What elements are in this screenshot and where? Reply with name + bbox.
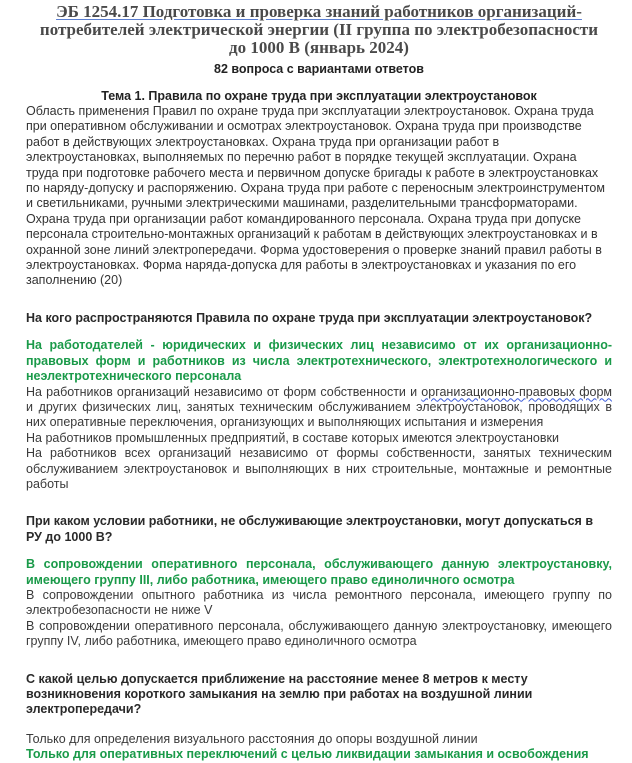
answer-1-2: [26, 385, 612, 431]
topic-description: Область применения Правил по охране труда при эксплуатации электроустановок. Охрана труда при оперативном обслуживании и осмотрах электроустановок. Охрана труда при производстве работ в действующих электроустановках. Охрана труда при организации работ в электроустановках, выполняемых по перечню работ в порядке текущей эксплуатации. Охрана труда при подготовке рабочего места и первичном допуске бригады к работе в электроустановках по наряду-допуску и распоряжению. Охрана труда при работе с переносным электроинструментом и светильниками, ручными электрическими машинами, разделительными трансформаторами. Охрана труда при организации работ командированного персонала. Охрана труда при допуске персонала строительно-монтажных организаций к работам в действующих электроустановках и в охранной зоне линий электропередачи. Форма удостоверения о проверке знаний правил работы в электроустановках. Форма наряда-допуска для работы в электроустановках и указания по его заполнению (20): [26, 104, 605, 288]
answer-2-3: В сопровождении оперативного персонала, обслуживающего данную электроустановку, имеющего группу IV, либо работника, имеющего право единоличного осмотра: [26, 618, 612, 649]
question-block-1: [26, 311, 612, 492]
question-text-2: При каком условии работники, не обслуживающие электроустановки, могут допускаться в РУ до 1000 В?: [26, 514, 593, 544]
answer-2-1-correct: В сопровождении оперативного персонала, обслуживающего данную электроустановку, имеющего группу III, либо работника, имеющего право единоличного осмотра: [26, 557, 612, 587]
document-page: [26, 0, 612, 763]
question-block-3: [26, 672, 612, 763]
topic-title: Тема 1. Правила по охране труда при эксплуатации электроустановок: [101, 89, 537, 103]
answer-1-2-spellcheck-word: организационно-правовых форм: [421, 384, 613, 399]
question-text-3: С какой целью допускается приближение на расстояние менее 8 метров к месту возникновения короткого замыкания на землю при работах на воздушной линии электропередачи?: [26, 671, 533, 717]
document-subtitle: 82 вопроса с вариантами ответов: [214, 62, 424, 76]
answer-1-2-text-before: На работников организаций независимо от форм собственности и: [26, 384, 422, 399]
document-title-line-2: потребителей электрической энергии (II группа по электробезопасности: [39, 20, 599, 39]
answer-3-1: Только для определения визуального расстояния до опоры воздушной линии: [26, 731, 478, 746]
answer-1-2-text-after: и других физических лиц, занятых техническим обслуживанием электроустановок, проводящих в них оперативные переключения, организующих и выполняющих испытания и измерения: [26, 399, 612, 430]
answer-1-1-correct: На работодателей - юридических и физических лиц независимо от их организационно-правовых форм и работников из числа электротехнического, электротехнологического и неэлектротехнического персонала: [26, 338, 612, 384]
document-title: [26, 0, 612, 57]
document-title-line-3: до 1000 В (январь 2024): [229, 38, 409, 57]
answer-1-4: На работников всех организаций независимо от формы собственности, занятых техническим обслуживанием электроустановок и выполняющих в них строительные, монтажные и ремонтные работы: [26, 446, 612, 491]
answer-3-2-correct: Только для оперативных переключений с целью ликвидации замыкания и освобождения: [26, 747, 589, 762]
question-text-1: На кого распространяются Правила по охране труда при эксплуатации электроустановок?: [26, 310, 593, 325]
document-title-line-1: ЭБ 1254.17 Подготовка и проверка знаний работников организаций-: [56, 2, 582, 21]
answer-2-2: В сопровождении опытного работника из числа ремонтного персонала, имеющего группу по электробезопасности не ниже V: [26, 587, 612, 618]
question-block-2: [26, 514, 612, 649]
answer-1-3: На работников промышленных предприятий, в составе которых имеются электроустановки: [26, 430, 559, 445]
